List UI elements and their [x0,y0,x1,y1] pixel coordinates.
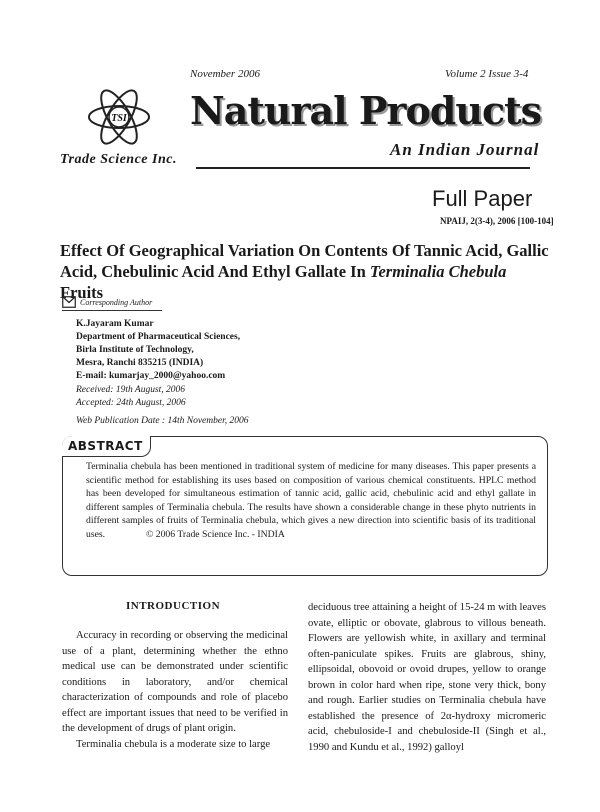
volume-issue: Volume 2 Issue 3-4 [445,68,529,80]
envelope-icon [62,296,76,308]
title-part-2: Fruits [60,283,104,302]
paragraph: deciduous tree attaining a height of 15-24 m with leaves ovate, elliptic or obovate, glabrous to villous beneath. Flowers are yellowish white, in axillary and terminal often-paniculate spikes. Fruits are glabrous, shiny, ellipsoidal, obovoid or ovoid drupes, yellow to orange brown in color hard when ripe, stone very thick, bony and rough. Earlier studies on Terminalia chebula have established the presence of 2α-hydroxy micromeric acid, chebuloside-I and chebuloside-II (Singh et al., 1990 and Kundu et al., 1992) galloyl [308,602,546,753]
logo-text: TSI [111,113,127,124]
corresponding-divider [62,310,162,311]
title-part-1: Effect Of Geographical Variation On Contents Of Tannic Acid, Gallic Acid, Chebulinic Acid And Ethyl Gallate In [60,241,549,281]
author-address: Mesra, Ranchi 835215 (INDIA) [76,358,204,368]
citation: NPAIJ, 2(3-4), 2006 [100-104] [440,216,554,226]
title-species: Terminalia Chebula [369,262,507,281]
journal-subtitle: An Indian Journal [390,140,540,159]
section-label: Full Paper [432,186,533,211]
author-affiliation [76,318,240,383]
abstract-body: Terminalia chebula has been mentioned in traditional system of medicine for many diseases. This paper presents a scientific method for establishing its uses based on composition of various chemical constituents. HPLC method has been developed for simultaneous estimation of tannic acid, gallic acid, chebulinic acid and ethyl gallate in different samples of Terminalia chebula. The results have shown a considerable change in these phyto nutrients in different samples of fruits of Terminalia chebula, which gives a new direction into scientific basis of its traditional uses. [86,461,536,540]
body-right-column [308,600,546,755]
abstract-label: ABSTRACT [68,439,143,453]
introduction-heading: INTRODUCTION [126,600,221,612]
abstract-copyright: © 2006 Trade Science Inc. - INDIA [145,528,285,540]
publisher-name: Trade Science Inc. [60,152,177,167]
corresponding-author-label: Corresponding Author [80,298,153,307]
author-dept: Department of Pharmaceutical Sciences, [76,332,241,342]
header-divider [196,167,530,169]
author-institute: Birla Institute of Technology, [76,345,194,355]
journal-title: Natural Products [190,88,542,133]
issue-date: November 2006 [190,68,260,80]
received-date: Received: 19th August, 2006 [76,385,186,395]
author-name: K.Jayaram Kumar [76,319,154,329]
article-title [60,240,550,303]
abstract-text [86,460,536,542]
paragraph: Terminalia chebula is a moderate size to large [76,738,271,750]
web-publication-date: Web Publication Date : 14th November, 2006 [76,416,249,426]
accepted-date: Accepted: 24th August, 2006 [76,398,186,408]
dates [76,384,186,410]
body-left-column [62,628,288,752]
tsi-atom-logo-icon [86,84,152,150]
author-email[interactable]: E-mail: kumarjay_2000@yahoo.com [76,371,226,381]
paragraph: Accuracy in recording or observing the medicinal use of a plant, determining whether the ethno medical use can be demonstrated under scientific conditions in laboratory, and/or chemical characterization of compounds and role of placebo effect are important issues that need to be verified in the development of drugs of plant origin. [62,630,288,734]
